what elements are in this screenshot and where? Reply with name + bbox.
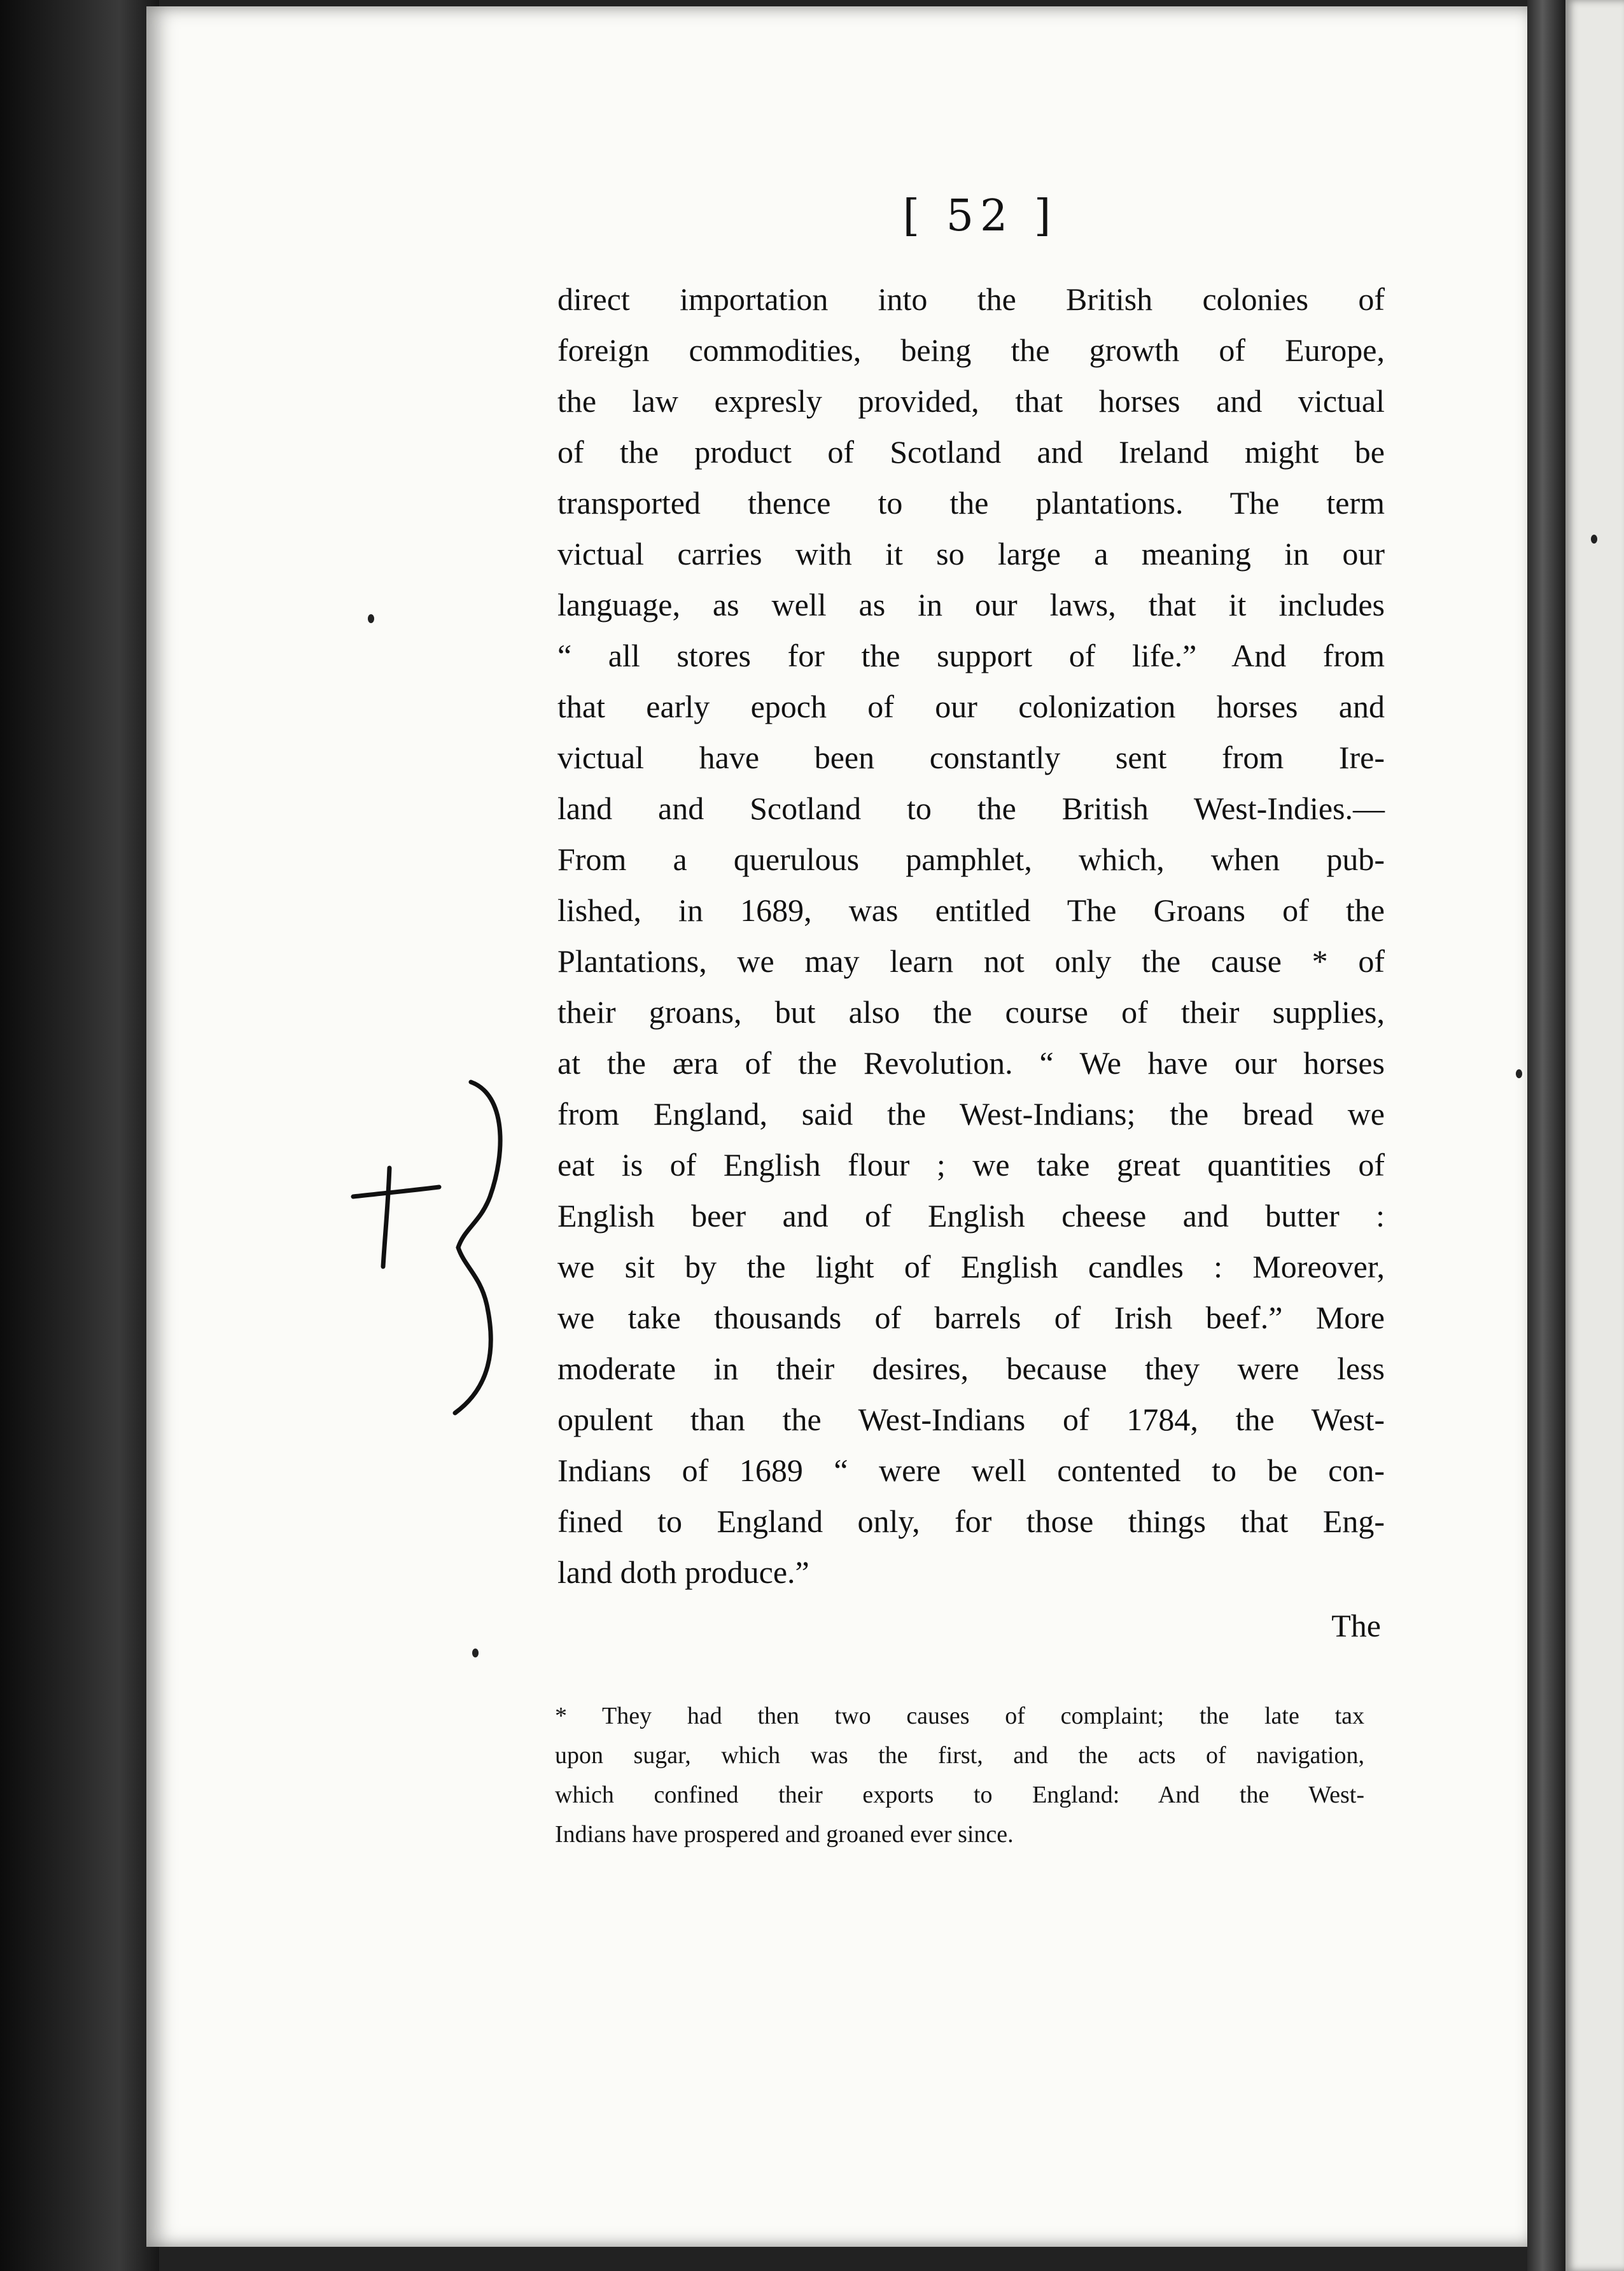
body-line: from England, said the West-Indians; the bread we bbox=[557, 1096, 1385, 1132]
body-line: From a querulous pamphlet, which, when pub- bbox=[557, 841, 1385, 877]
body-line: lished, in 1689, was entitled The Groans of the bbox=[557, 892, 1385, 928]
footnote-line: which confined their exports to England: And the West- bbox=[555, 1782, 1364, 1808]
body-line: we take thousands of barrels of Irish beef.” More bbox=[557, 1300, 1385, 1335]
body-line: foreign commodities, being the growth of Europe, bbox=[557, 332, 1385, 368]
ink-speck bbox=[1591, 535, 1597, 544]
body-line: moderate in their desires, because they were less bbox=[557, 1351, 1385, 1386]
body-line: Indians of 1689 “ were well contented to be con- bbox=[557, 1452, 1385, 1488]
footnote-line: Indians have prospered and groaned ever since. bbox=[555, 1821, 1014, 1848]
body-line: the law expresly provided, that horses and victual bbox=[557, 383, 1385, 419]
catchword: The bbox=[1331, 1608, 1381, 1643]
footnote-line: upon sugar, which was the first, and the acts of navigation, bbox=[555, 1742, 1364, 1769]
body-line: English beer and of English cheese and butter : bbox=[557, 1198, 1385, 1234]
page-gutter-right bbox=[1527, 0, 1565, 2271]
body-line: land and Scotland to the British West-Indies.— bbox=[557, 791, 1385, 826]
body-line: victual have been constantly sent from Ire- bbox=[557, 740, 1385, 775]
ink-speck bbox=[472, 1649, 479, 1657]
page-number: [ 52 ] bbox=[902, 191, 1058, 241]
body-line: at the æra of the Revolution. “ We have our horses bbox=[557, 1045, 1385, 1081]
body-line: eat is of English flour ; we take great quantities of bbox=[557, 1147, 1385, 1183]
handwritten-brace-marginalia bbox=[445, 1076, 522, 1419]
body-line: language, as well as in our laws, that it includes bbox=[557, 587, 1385, 622]
body-text bbox=[557, 274, 1385, 1598]
body-line: that early epoch of our colonization horses and bbox=[557, 689, 1385, 724]
body-line: land doth produce.” bbox=[557, 1554, 809, 1590]
body-line: their groans, but also the course of their supplies, bbox=[557, 994, 1385, 1030]
footnote-line: * They had then two causes of complaint; the late tax bbox=[555, 1703, 1364, 1729]
body-line: Plantations, we may learn not only the cause * of bbox=[557, 943, 1385, 979]
facing-page-edge bbox=[1565, 0, 1624, 2271]
body-line: fined to England only, for those things that Eng- bbox=[557, 1503, 1385, 1539]
body-line: direct importation into the British colonies of bbox=[557, 281, 1385, 317]
body-line: victual carries with it so large a meaning in our bbox=[557, 536, 1385, 572]
ink-speck bbox=[1516, 1069, 1522, 1078]
ink-speck bbox=[368, 614, 374, 623]
handwritten-cross-marginalia bbox=[344, 1158, 445, 1273]
footnote bbox=[555, 1696, 1364, 1854]
body-line: transported thence to the plantations. The term bbox=[557, 485, 1385, 521]
body-line: “ all stores for the support of life.” And from bbox=[557, 638, 1385, 673]
body-line: we sit by the light of English candles : Moreover, bbox=[557, 1249, 1385, 1284]
book-spine-left bbox=[0, 0, 159, 2271]
body-line: of the product of Scotland and Ireland might be bbox=[557, 434, 1385, 470]
body-line: opulent than the West-Indians of 1784, the West- bbox=[557, 1402, 1385, 1437]
